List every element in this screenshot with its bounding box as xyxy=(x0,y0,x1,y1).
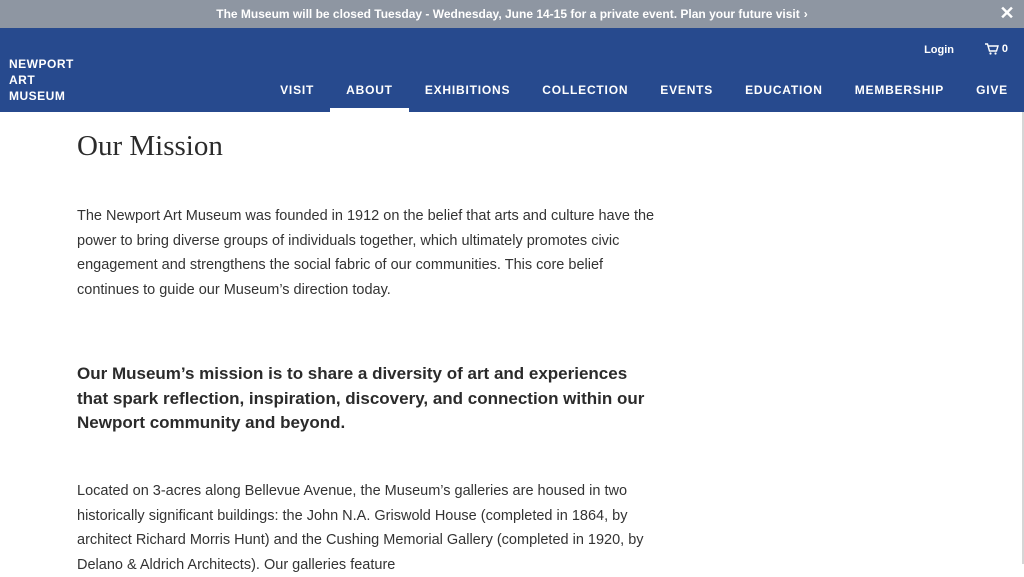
logo-line: ART xyxy=(9,73,36,87)
chevron-right-icon[interactable]: › xyxy=(803,7,808,21)
nav-item-events[interactable]: EVENTS xyxy=(660,83,714,97)
intro-paragraph: The Newport Art Museum was founded in 1912 on the belief that arts and culture have the power to bring diverse groups of individuals together, which ultimately promotes civic engagement and strengthens the social fabric of our communities. This core belief continues to guide our Museum’s direction today. xyxy=(77,208,655,298)
close-icon[interactable]: ✕ xyxy=(999,3,1015,23)
site-header xyxy=(0,28,1024,112)
mission-statement: Our Museum’s mission is to share a diversity of art and experiences that spark reflection, inspiration, discovery, and connection within our Newport community and beyond. xyxy=(77,364,645,432)
nav-item-collection[interactable]: COLLECTION xyxy=(542,83,629,97)
nav-item-visit[interactable]: VISIT xyxy=(280,83,315,97)
announcement-text[interactable]: The Museum will be closed Tuesday - Wednesday, June 14-15 for a private event. Plan your future visit xyxy=(216,7,800,21)
page-title: Our Mission xyxy=(77,130,223,162)
main-content xyxy=(77,112,657,573)
nav-item-about[interactable]: ABOUT xyxy=(330,80,409,112)
logo[interactable] xyxy=(9,56,74,104)
main-nav xyxy=(264,80,1024,112)
nav-item-education[interactable]: EDUCATION xyxy=(745,83,823,97)
logo-line: NEWPORT xyxy=(9,57,74,71)
location-paragraph: Located on 3-acres along Bellevue Avenue, the Museum’s galleries are housed in two historically significant buildings: the John N.A. Griswold House (completed in 1864, by architect Richard Morris Hunt) and the Cushing Memorial Gallery (completed in 1920, by Delano & Aldrich Architects). Our galleries feature xyxy=(77,483,644,573)
login-link[interactable]: Login xyxy=(924,44,954,56)
logo-line: MUSEUM xyxy=(9,89,66,103)
cart-button[interactable] xyxy=(985,43,1008,55)
nav-item-give[interactable]: GIVE xyxy=(976,83,1008,97)
cart-icon xyxy=(985,43,999,55)
nav-item-membership[interactable]: MEMBERSHIP xyxy=(854,83,945,97)
cart-count: 0 xyxy=(1001,43,1008,55)
nav-item-exhibitions[interactable]: EXHIBITIONS xyxy=(424,83,511,97)
announcement-bar[interactable] xyxy=(0,0,1024,28)
